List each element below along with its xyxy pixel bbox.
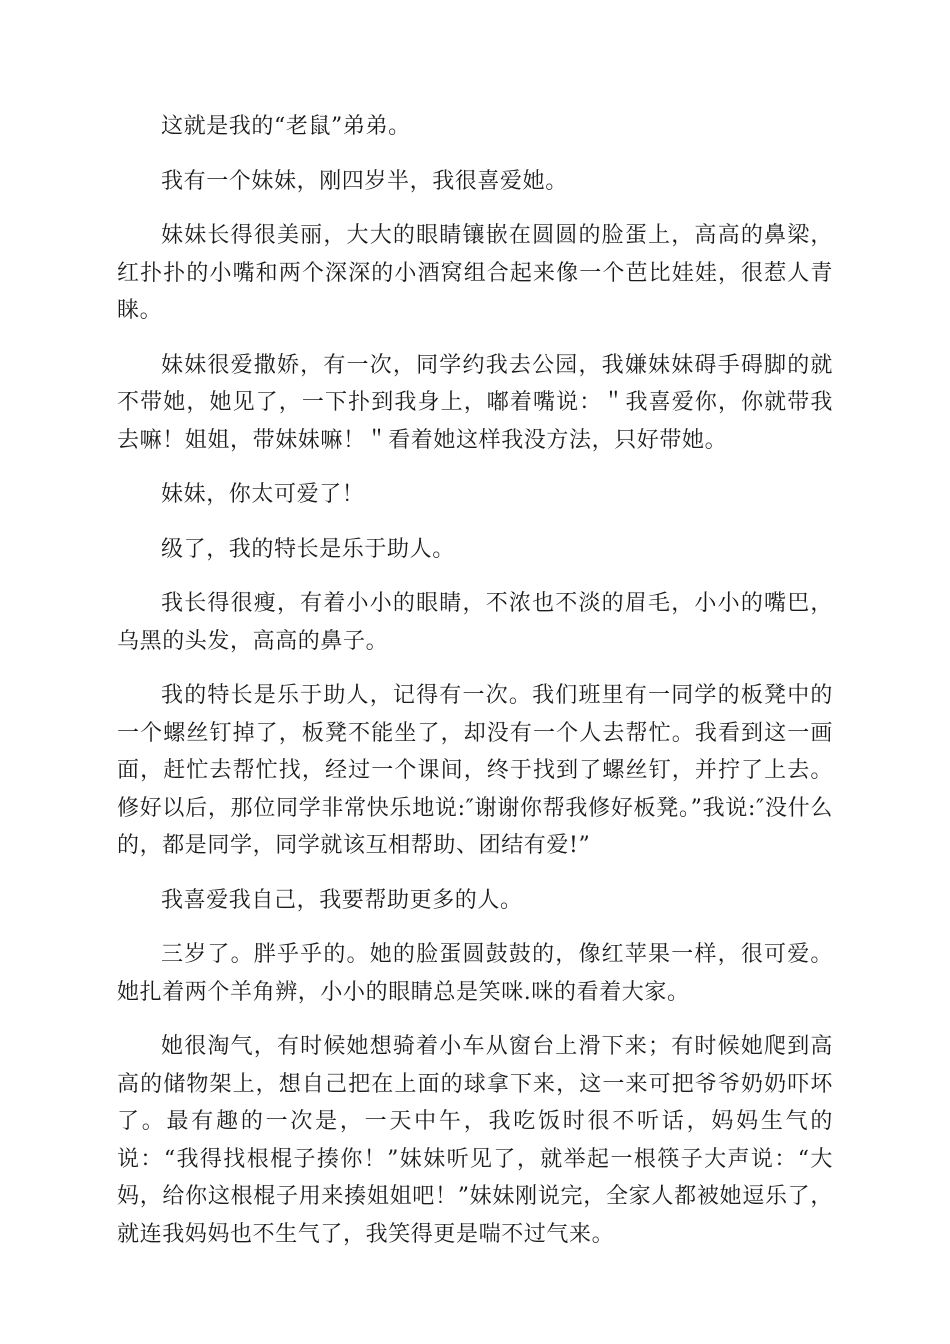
paragraph-5: 妹妹，你太可爱了！ (161, 482, 365, 507)
document-body (117, 108, 833, 1270)
paragraph-11: 她很淘气，有时候她想骑着小车从窗台上滑下来；有时候她爬到高高的储物架上，想自己把在上面的球拿下来，这一来可把爷爷奶奶吓坏了。最有趣的一次是，一天中午，我吃饭时很不听话，妈妈生气的说：“我得找根棍子揍你！”妹妹听见了，就举起一根筷子大声说：“大妈，给你这根棍子用来揍姐姐吧！”妹妹刚说完，全家人都被她逗乐了，就连我妈妈也不生气了，我笑得更是喘不过气来。 (117, 1034, 833, 1247)
paragraph-10: 三岁了。胖乎乎的。她的脸蛋圆鼓鼓的，像红苹果一样，很可爱。她扎着两个羊角辨，小小的眼睛总是笑咪.咪的看着大家。 (117, 942, 833, 1005)
paragraph-1: 这就是我的“老鼠”弟弟。 (161, 114, 411, 139)
paragraph-6: 级了，我的特长是乐于助人。 (161, 536, 455, 562)
paragraph-9: 我喜爱我自己，我要帮助更多的人。 (161, 887, 523, 913)
paragraph-2: 我有一个妹妹，刚四岁半，我很喜爱她。 (161, 168, 568, 194)
paragraph-7: 我长得很瘦，有着小小的眼睛，不浓也不淡的眉毛，小小的嘴巴，乌黑的头发，高高的鼻子。 (117, 591, 833, 654)
paragraph-4: 妹妹很爱撒娇，有一次，同学约我去公园，我嫌妹妹碍手碍脚的就不带她，她见了，一下扑到我身上，嘟着嘴说：＂我喜爱你，你就带我去嘛！姐姐，带妹妹嘛！＂看着她这样我没方法，只好带她。 (117, 352, 833, 453)
paragraph-8: 我的特长是乐于助人，记得有一次。我们班里有一同学的板凳中的一个螺丝钉掉了，板凳不能坐了，却没有一个人去帮忙。我看到这一画面，赶忙去帮忙找，经过一个课间，终于找到了螺丝钉，并拧了上去。修好以后，那位同学非常快乐地说:″谢谢你帮我修好板凳。”我说:″没什么的，都是同学，同学就该互相帮助、团结有爱!” (117, 683, 833, 858)
paragraph-3: 妹妹长得很美丽，大大的眼睛镶嵌在圆圆的脸蛋上，高高的鼻梁，红扑扑的小嘴和两个深深的小酒窝组合起来像一个芭比娃娃，很惹人青睐。 (117, 223, 833, 323)
